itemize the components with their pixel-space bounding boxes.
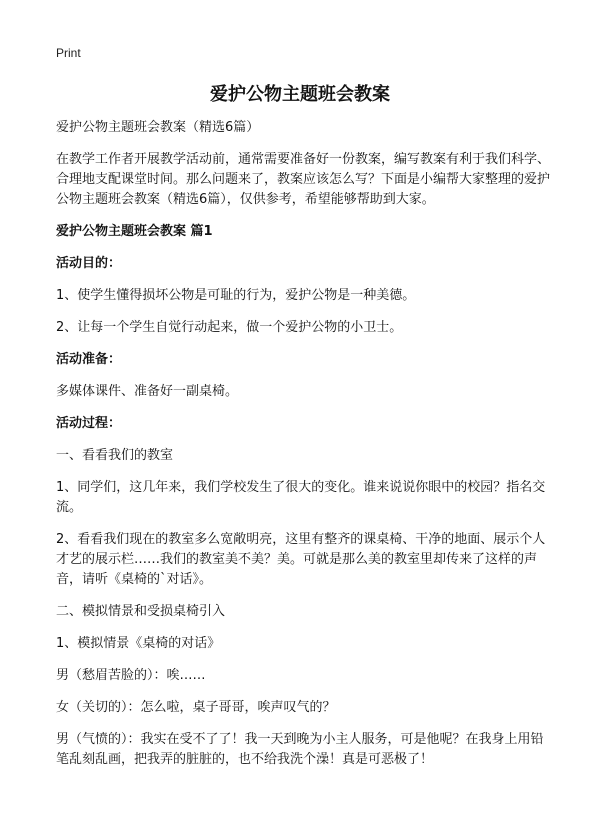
document-title: 爱护公物主题班会教案 xyxy=(210,84,390,105)
dialog-line-2: 女（关切的）：怎么啦，桌子哥哥，唉声叹气的？ xyxy=(56,700,336,715)
print-label: Print xyxy=(56,46,81,60)
step-1-heading: 一、看看我们的教室 xyxy=(56,448,174,463)
document-body xyxy=(56,118,552,782)
section-title: 爱护公物主题班会教案 篇1 xyxy=(56,224,213,239)
step-2-heading: 二、模拟情景和受损桌椅引入 xyxy=(56,604,226,619)
step-1-item-1: 1、同学们，这几年来，我们学校发生了很大的变化。谁来说说你眼中的校园？指名交流。 xyxy=(56,480,546,515)
intro-paragraph: 在教学工作者开展教学活动前，通常需要准备好一份教案，编写教案有利于我们科学、合理地支配课堂时间。那么问题来了，教案应该怎么写？下面是小编帮大家整理的爱护公物主题班会教案（精选6篇），仅供参考，希望能够帮助到大家。 xyxy=(56,152,551,207)
step-2-item-1: 1、模拟情景《桌椅的对话》 xyxy=(56,636,221,651)
step-1-item-2: 2、看看我们现在的教室多么宽敞明亮，这里有整齐的课桌椅、干净的地面、展示个人才艺的展示栏……我们的教室美不美？美。可就是那么美的教室里却传来了这样的声音，请听《桌椅的`对话》。 xyxy=(56,532,546,587)
dialog-line-3: 男（气愤的）：我实在受不了了！我一天到晚为小主人服务，可是他呢？在我身上用铅笔乱刻乱画，把我弄的脏脏的，也不给我洗个澡！真是可恶极了！ xyxy=(56,732,544,767)
process-heading: 活动过程： xyxy=(56,416,122,431)
goal-item-1: 1、使学生懂得损坏公物是可耻的行为，爱护公物是一种美德。 xyxy=(56,288,416,303)
document-subtitle: 爱护公物主题班会教案（精选6篇） xyxy=(56,120,260,135)
goal-heading: 活动目的： xyxy=(56,256,122,271)
prep-heading: 活动准备： xyxy=(56,352,122,367)
dialog-line-1: 男（愁眉苦脸的）：唉…… xyxy=(56,668,206,683)
prep-text: 多媒体课件、准备好一副桌椅。 xyxy=(56,384,239,399)
goal-item-2: 2、让每一个学生自觉行动起来，做一个爱护公物的小卫士。 xyxy=(56,320,403,335)
